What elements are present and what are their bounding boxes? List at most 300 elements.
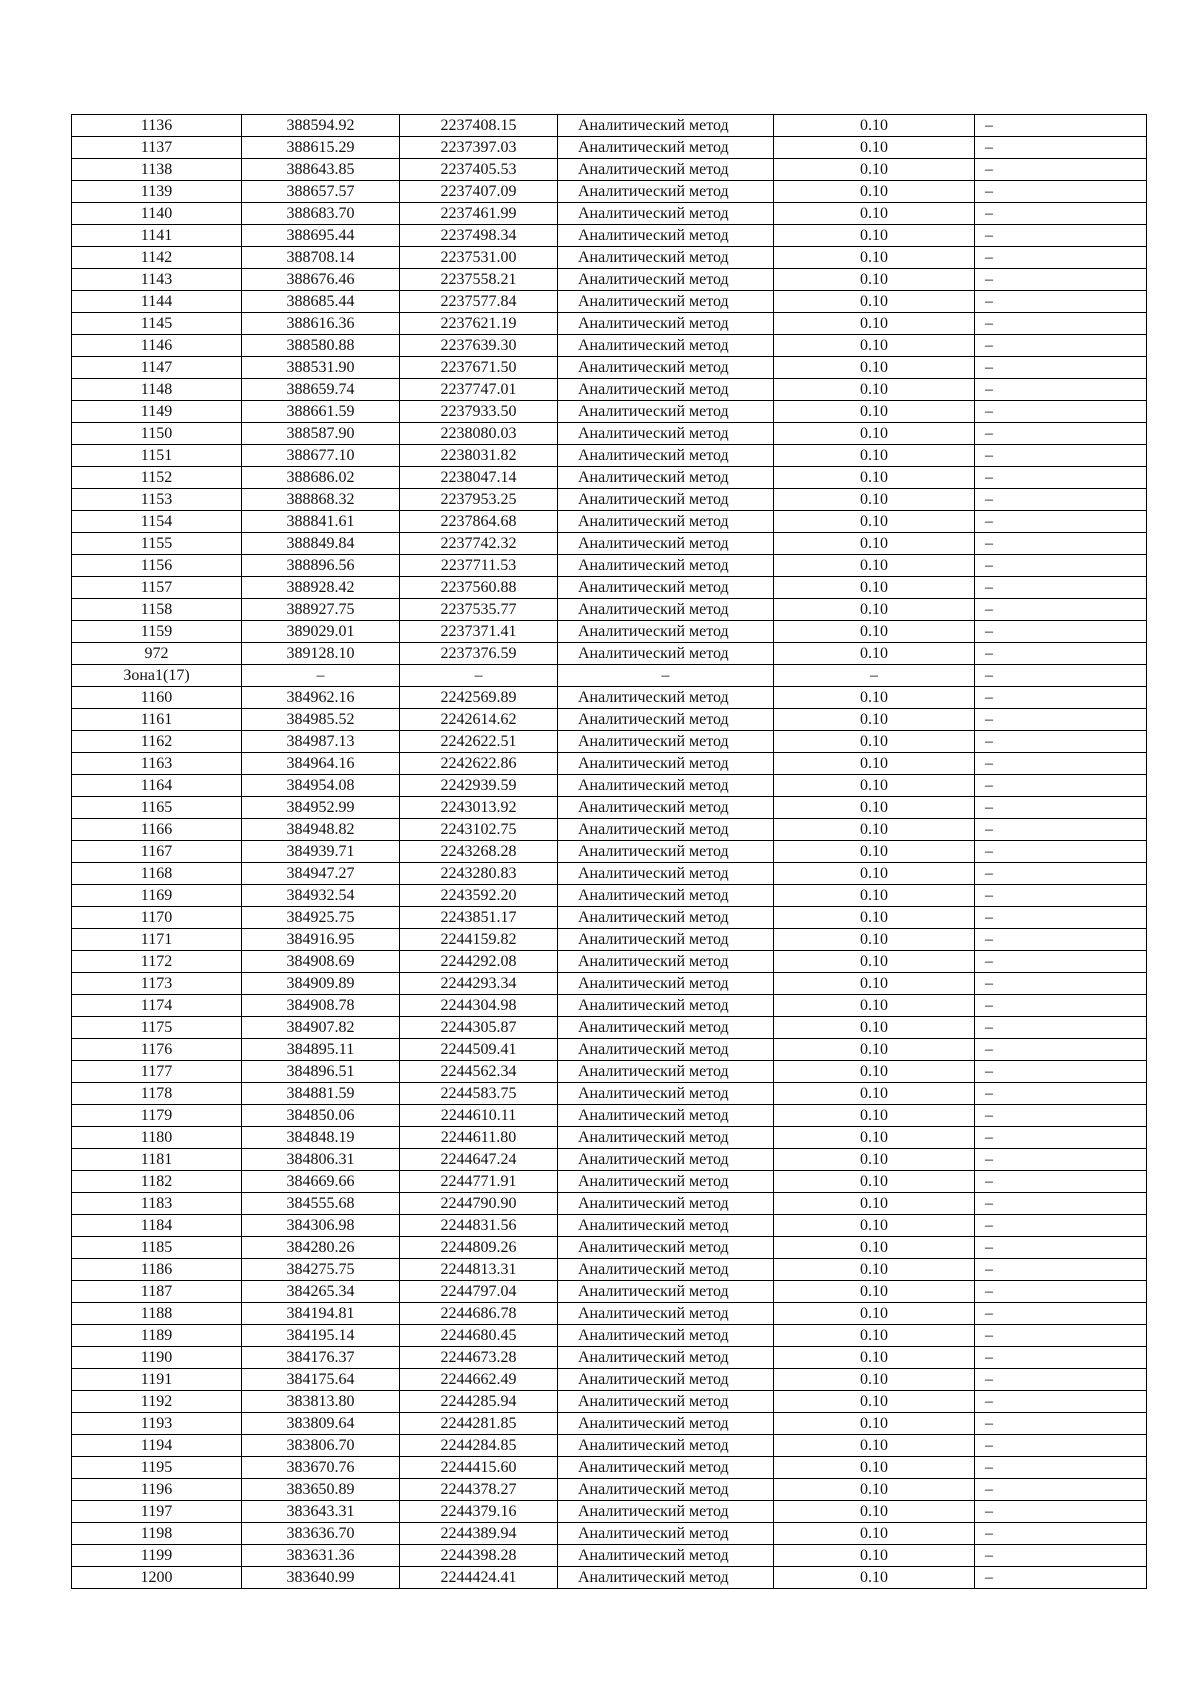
note-cell: – <box>975 445 1147 467</box>
table-row <box>72 1325 1147 1347</box>
table-row <box>72 445 1147 467</box>
x-coordinate-cell: 388695.44 <box>242 225 400 247</box>
note-cell: – <box>975 379 1147 401</box>
y-coordinate-cell: 2244583.75 <box>400 1083 558 1105</box>
y-coordinate-cell: 2244398.28 <box>400 1545 558 1567</box>
accuracy-cell: 0.10 <box>774 951 975 973</box>
table-row <box>72 1457 1147 1479</box>
accuracy-cell: 0.10 <box>774 357 975 379</box>
point-number-cell: 1174 <box>72 995 242 1017</box>
accuracy-cell: 0.10 <box>774 313 975 335</box>
method-cell: Аналитический метод <box>558 1479 774 1501</box>
x-coordinate-cell: 388708.14 <box>242 247 400 269</box>
point-number-cell: 1136 <box>72 115 242 137</box>
note-cell: – <box>975 907 1147 929</box>
table-row <box>72 1303 1147 1325</box>
x-coordinate-cell: 383670.76 <box>242 1457 400 1479</box>
note-cell: – <box>975 1325 1147 1347</box>
table-row <box>72 709 1147 731</box>
note-cell: – <box>975 1523 1147 1545</box>
point-number-cell: 1161 <box>72 709 242 731</box>
table-row <box>72 1215 1147 1237</box>
table-row <box>72 951 1147 973</box>
point-number-cell: 1197 <box>72 1501 242 1523</box>
table-row <box>72 203 1147 225</box>
y-coordinate-cell: 2237376.59 <box>400 643 558 665</box>
point-number-cell: 972 <box>72 643 242 665</box>
accuracy-cell: 0.10 <box>774 511 975 533</box>
x-coordinate-cell: 384306.98 <box>242 1215 400 1237</box>
method-cell: Аналитический метод <box>558 1347 774 1369</box>
accuracy-cell: 0.10 <box>774 203 975 225</box>
y-coordinate-cell: 2244686.78 <box>400 1303 558 1325</box>
point-number-cell: 1156 <box>72 555 242 577</box>
y-coordinate-cell: 2237461.99 <box>400 203 558 225</box>
point-number-cell: 1153 <box>72 489 242 511</box>
y-coordinate-cell: 2238080.03 <box>400 423 558 445</box>
point-number-cell: 1164 <box>72 775 242 797</box>
method-cell: Аналитический метод <box>558 401 774 423</box>
x-coordinate-cell: 384908.69 <box>242 951 400 973</box>
method-cell: Аналитический метод <box>558 489 774 511</box>
accuracy-cell: 0.10 <box>774 225 975 247</box>
accuracy-cell: 0.10 <box>774 1347 975 1369</box>
accuracy-cell: 0.10 <box>774 929 975 951</box>
note-cell: – <box>975 1435 1147 1457</box>
accuracy-cell: 0.10 <box>774 1215 975 1237</box>
point-number-cell: 1188 <box>72 1303 242 1325</box>
coordinates-table <box>71 114 1147 1589</box>
y-coordinate-cell: 2244771.91 <box>400 1171 558 1193</box>
accuracy-cell: 0.10 <box>774 599 975 621</box>
y-coordinate-cell: 2244790.90 <box>400 1193 558 1215</box>
point-number-cell: 1186 <box>72 1259 242 1281</box>
note-cell: – <box>975 819 1147 841</box>
note-cell: – <box>975 577 1147 599</box>
method-cell: Аналитический метод <box>558 1193 774 1215</box>
point-number-cell: 1196 <box>72 1479 242 1501</box>
accuracy-cell: 0.10 <box>774 1017 975 1039</box>
y-coordinate-cell: 2238047.14 <box>400 467 558 489</box>
method-cell: Аналитический метод <box>558 1369 774 1391</box>
note-cell: – <box>975 291 1147 313</box>
y-coordinate-cell: 2237408.15 <box>400 115 558 137</box>
method-cell: Аналитический метод <box>558 687 774 709</box>
accuracy-cell: 0.10 <box>774 1083 975 1105</box>
y-coordinate-cell: 2243013.92 <box>400 797 558 819</box>
accuracy-cell: 0.10 <box>774 1171 975 1193</box>
x-coordinate-cell: 384948.82 <box>242 819 400 841</box>
y-coordinate-cell: 2242614.62 <box>400 709 558 731</box>
accuracy-cell: 0.10 <box>774 181 975 203</box>
method-cell: Аналитический метод <box>558 1061 774 1083</box>
table-row <box>72 621 1147 643</box>
table-row <box>72 863 1147 885</box>
x-coordinate-cell: 388661.59 <box>242 401 400 423</box>
accuracy-cell: 0.10 <box>774 1501 975 1523</box>
x-coordinate-cell: 384555.68 <box>242 1193 400 1215</box>
accuracy-cell: 0.10 <box>774 797 975 819</box>
method-cell: Аналитический метод <box>558 599 774 621</box>
point-number-cell: 1149 <box>72 401 242 423</box>
note-cell: – <box>975 247 1147 269</box>
table-row <box>72 577 1147 599</box>
method-cell: Аналитический метод <box>558 621 774 643</box>
note-cell: – <box>975 489 1147 511</box>
table-row <box>72 555 1147 577</box>
accuracy-cell: 0.10 <box>774 489 975 511</box>
method-cell: Аналитический метод <box>558 819 774 841</box>
point-number-cell: 1162 <box>72 731 242 753</box>
y-coordinate-cell: 2237405.53 <box>400 159 558 181</box>
x-coordinate-cell: 384848.19 <box>242 1127 400 1149</box>
accuracy-cell: 0.10 <box>774 115 975 137</box>
accuracy-cell: 0.10 <box>774 1479 975 1501</box>
table-row <box>72 115 1147 137</box>
y-coordinate-cell: 2244509.41 <box>400 1039 558 1061</box>
method-cell: Аналитический метод <box>558 951 774 973</box>
point-number-cell: 1178 <box>72 1083 242 1105</box>
x-coordinate-cell: 388643.85 <box>242 159 400 181</box>
method-cell: Аналитический метод <box>558 313 774 335</box>
table-row <box>72 995 1147 1017</box>
x-coordinate-cell: 388659.74 <box>242 379 400 401</box>
point-number-cell: 1190 <box>72 1347 242 1369</box>
accuracy-cell: 0.10 <box>774 1369 975 1391</box>
x-coordinate-cell: 384176.37 <box>242 1347 400 1369</box>
table-row <box>72 181 1147 203</box>
y-coordinate-cell: 2237671.50 <box>400 357 558 379</box>
x-coordinate-cell: 383636.70 <box>242 1523 400 1545</box>
table-row <box>72 1391 1147 1413</box>
method-cell: Аналитический метод <box>558 731 774 753</box>
note-cell: – <box>975 357 1147 379</box>
x-coordinate-cell: 383643.31 <box>242 1501 400 1523</box>
method-cell: Аналитический метод <box>558 1523 774 1545</box>
table-row <box>72 533 1147 555</box>
table-row <box>72 929 1147 951</box>
table-row <box>72 841 1147 863</box>
note-cell: – <box>975 1281 1147 1303</box>
accuracy-cell: 0.10 <box>774 1281 975 1303</box>
x-coordinate-cell: 384952.99 <box>242 797 400 819</box>
accuracy-cell: 0.10 <box>774 401 975 423</box>
accuracy-cell: 0.10 <box>774 247 975 269</box>
accuracy-cell: 0.10 <box>774 841 975 863</box>
table-row <box>72 687 1147 709</box>
y-coordinate-cell: 2237371.41 <box>400 621 558 643</box>
note-cell: – <box>975 1061 1147 1083</box>
note-cell: – <box>975 115 1147 137</box>
accuracy-cell: 0.10 <box>774 1523 975 1545</box>
y-coordinate-cell: 2237864.68 <box>400 511 558 533</box>
note-cell: – <box>975 181 1147 203</box>
method-cell: Аналитический метод <box>558 1501 774 1523</box>
y-coordinate-cell: 2244424.41 <box>400 1567 558 1589</box>
point-number-cell: 1171 <box>72 929 242 951</box>
point-number-cell: 1189 <box>72 1325 242 1347</box>
point-number-cell: 1142 <box>72 247 242 269</box>
x-coordinate-cell: 384925.75 <box>242 907 400 929</box>
method-cell: Аналитический метод <box>558 1149 774 1171</box>
x-coordinate-cell: 384907.82 <box>242 1017 400 1039</box>
table-row <box>72 357 1147 379</box>
point-number-cell: 1166 <box>72 819 242 841</box>
table-row <box>72 1369 1147 1391</box>
y-coordinate-cell: – <box>400 665 558 687</box>
note-cell: – <box>975 599 1147 621</box>
table-row <box>72 1523 1147 1545</box>
accuracy-cell: 0.10 <box>774 1039 975 1061</box>
y-coordinate-cell: 2237535.77 <box>400 599 558 621</box>
point-number-cell: 1170 <box>72 907 242 929</box>
method-cell: Аналитический метод <box>558 1017 774 1039</box>
table-row <box>72 1347 1147 1369</box>
x-coordinate-cell: 384275.75 <box>242 1259 400 1281</box>
point-number-cell: 1140 <box>72 203 242 225</box>
note-cell: – <box>975 665 1147 687</box>
accuracy-cell: 0.10 <box>774 1325 975 1347</box>
x-coordinate-cell: 384850.06 <box>242 1105 400 1127</box>
note-cell: – <box>975 797 1147 819</box>
point-number-cell: 1148 <box>72 379 242 401</box>
y-coordinate-cell: 2237560.88 <box>400 577 558 599</box>
x-coordinate-cell: 388676.46 <box>242 269 400 291</box>
y-coordinate-cell: 2244415.60 <box>400 1457 558 1479</box>
note-cell: – <box>975 753 1147 775</box>
accuracy-cell: 0.10 <box>774 379 975 401</box>
point-number-cell: 1167 <box>72 841 242 863</box>
x-coordinate-cell: 388927.75 <box>242 599 400 621</box>
x-coordinate-cell: 384806.31 <box>242 1149 400 1171</box>
point-number-cell: 1145 <box>72 313 242 335</box>
note-cell: – <box>975 555 1147 577</box>
table-row <box>72 291 1147 313</box>
x-coordinate-cell: 388587.90 <box>242 423 400 445</box>
accuracy-cell: 0.10 <box>774 731 975 753</box>
point-number-cell: 1155 <box>72 533 242 555</box>
point-number-cell: 1159 <box>72 621 242 643</box>
x-coordinate-cell: 383640.99 <box>242 1567 400 1589</box>
accuracy-cell: 0.10 <box>774 687 975 709</box>
table-row <box>72 775 1147 797</box>
x-coordinate-cell: 388849.84 <box>242 533 400 555</box>
accuracy-cell: 0.10 <box>774 1303 975 1325</box>
x-coordinate-cell: 383631.36 <box>242 1545 400 1567</box>
note-cell: – <box>975 863 1147 885</box>
point-number-cell: 1154 <box>72 511 242 533</box>
point-number-cell: 1152 <box>72 467 242 489</box>
accuracy-cell: 0.10 <box>774 753 975 775</box>
note-cell: – <box>975 1149 1147 1171</box>
table-row <box>72 797 1147 819</box>
accuracy-cell: 0.10 <box>774 1567 975 1589</box>
accuracy-cell: 0.10 <box>774 445 975 467</box>
y-coordinate-cell: 2237747.01 <box>400 379 558 401</box>
accuracy-cell: 0.10 <box>774 335 975 357</box>
table-row <box>72 401 1147 423</box>
method-cell: Аналитический метод <box>558 159 774 181</box>
accuracy-cell: 0.10 <box>774 1259 975 1281</box>
table-row <box>72 511 1147 533</box>
note-cell: – <box>975 775 1147 797</box>
method-cell: Аналитический метод <box>558 445 774 467</box>
method-cell: Аналитический метод <box>558 929 774 951</box>
method-cell: Аналитический метод <box>558 1105 774 1127</box>
x-coordinate-cell: 384881.59 <box>242 1083 400 1105</box>
x-coordinate-cell: 384194.81 <box>242 1303 400 1325</box>
note-cell: – <box>975 1545 1147 1567</box>
x-coordinate-cell: 384947.27 <box>242 863 400 885</box>
x-coordinate-cell: 384896.51 <box>242 1061 400 1083</box>
note-cell: – <box>975 1215 1147 1237</box>
x-coordinate-cell: 388615.29 <box>242 137 400 159</box>
point-number-cell: Зона1(17) <box>72 665 242 687</box>
table-row <box>72 489 1147 511</box>
note-cell: – <box>975 159 1147 181</box>
accuracy-cell: 0.10 <box>774 291 975 313</box>
note-cell: – <box>975 1171 1147 1193</box>
x-coordinate-cell: 384195.14 <box>242 1325 400 1347</box>
note-cell: – <box>975 1413 1147 1435</box>
note-cell: – <box>975 335 1147 357</box>
y-coordinate-cell: 2244797.04 <box>400 1281 558 1303</box>
table-row <box>72 379 1147 401</box>
y-coordinate-cell: 2244562.34 <box>400 1061 558 1083</box>
table-row <box>72 599 1147 621</box>
point-number-cell: 1184 <box>72 1215 242 1237</box>
x-coordinate-cell: 384939.71 <box>242 841 400 863</box>
accuracy-cell: 0.10 <box>774 1193 975 1215</box>
x-coordinate-cell: 384280.26 <box>242 1237 400 1259</box>
y-coordinate-cell: 2242622.86 <box>400 753 558 775</box>
note-cell: – <box>975 1237 1147 1259</box>
y-coordinate-cell: 2244610.11 <box>400 1105 558 1127</box>
accuracy-cell: 0.10 <box>774 709 975 731</box>
y-coordinate-cell: 2243280.83 <box>400 863 558 885</box>
x-coordinate-cell: 388896.56 <box>242 555 400 577</box>
y-coordinate-cell: 2237711.53 <box>400 555 558 577</box>
y-coordinate-cell: 2244293.34 <box>400 973 558 995</box>
point-number-cell: 1175 <box>72 1017 242 1039</box>
method-cell: Аналитический метод <box>558 577 774 599</box>
note-cell: – <box>975 841 1147 863</box>
table-row <box>72 665 1147 687</box>
method-cell: Аналитический метод <box>558 357 774 379</box>
table-row <box>72 159 1147 181</box>
accuracy-cell: 0.10 <box>774 1105 975 1127</box>
table-row <box>72 335 1147 357</box>
y-coordinate-cell: 2242569.89 <box>400 687 558 709</box>
table-row <box>72 1017 1147 1039</box>
note-cell: – <box>975 643 1147 665</box>
method-cell: Аналитический метод <box>558 973 774 995</box>
point-number-cell: 1194 <box>72 1435 242 1457</box>
note-cell: – <box>975 973 1147 995</box>
y-coordinate-cell: 2243268.28 <box>400 841 558 863</box>
point-number-cell: 1176 <box>72 1039 242 1061</box>
y-coordinate-cell: 2244809.26 <box>400 1237 558 1259</box>
point-number-cell: 1144 <box>72 291 242 313</box>
y-coordinate-cell: 2244281.85 <box>400 1413 558 1435</box>
accuracy-cell: 0.10 <box>774 863 975 885</box>
accuracy-cell: 0.10 <box>774 1435 975 1457</box>
point-number-cell: 1141 <box>72 225 242 247</box>
method-cell: Аналитический метод <box>558 841 774 863</box>
method-cell: Аналитический метод <box>558 1325 774 1347</box>
method-cell: Аналитический метод <box>558 1171 774 1193</box>
y-coordinate-cell: 2237498.34 <box>400 225 558 247</box>
note-cell: – <box>975 995 1147 1017</box>
y-coordinate-cell: 2243851.17 <box>400 907 558 929</box>
accuracy-cell: 0.10 <box>774 643 975 665</box>
accuracy-cell: 0.10 <box>774 1457 975 1479</box>
note-cell: – <box>975 313 1147 335</box>
table-row <box>72 1237 1147 1259</box>
table-row <box>72 467 1147 489</box>
y-coordinate-cell: 2244159.82 <box>400 929 558 951</box>
table-row <box>72 1149 1147 1171</box>
y-coordinate-cell: 2237933.50 <box>400 401 558 423</box>
method-cell: Аналитический метод <box>558 269 774 291</box>
table-row <box>72 1501 1147 1523</box>
accuracy-cell: 0.10 <box>774 423 975 445</box>
x-coordinate-cell: 388616.36 <box>242 313 400 335</box>
x-coordinate-cell: 388657.57 <box>242 181 400 203</box>
table-body <box>72 115 1147 1589</box>
point-number-cell: 1169 <box>72 885 242 907</box>
method-cell: Аналитический метод <box>558 753 774 775</box>
accuracy-cell: 0.10 <box>774 1149 975 1171</box>
table-row <box>72 423 1147 445</box>
x-coordinate-cell: 383650.89 <box>242 1479 400 1501</box>
y-coordinate-cell: 2244379.16 <box>400 1501 558 1523</box>
point-number-cell: 1185 <box>72 1237 242 1259</box>
x-coordinate-cell: 384908.78 <box>242 995 400 1017</box>
x-coordinate-cell: 388594.92 <box>242 115 400 137</box>
table-row <box>72 1567 1147 1589</box>
y-coordinate-cell: 2244285.94 <box>400 1391 558 1413</box>
point-number-cell: 1143 <box>72 269 242 291</box>
y-coordinate-cell: 2237407.09 <box>400 181 558 203</box>
y-coordinate-cell: 2244305.87 <box>400 1017 558 1039</box>
point-number-cell: 1139 <box>72 181 242 203</box>
note-cell: – <box>975 731 1147 753</box>
point-number-cell: 1147 <box>72 357 242 379</box>
point-number-cell: 1168 <box>72 863 242 885</box>
table-row <box>72 313 1147 335</box>
point-number-cell: 1146 <box>72 335 242 357</box>
note-cell: – <box>975 1457 1147 1479</box>
point-number-cell: 1163 <box>72 753 242 775</box>
y-coordinate-cell: 2238031.82 <box>400 445 558 467</box>
method-cell: Аналитический метод <box>558 181 774 203</box>
table-row <box>72 1545 1147 1567</box>
table-row <box>72 269 1147 291</box>
accuracy-cell: 0.10 <box>774 973 975 995</box>
table-row <box>72 1479 1147 1501</box>
x-coordinate-cell: 384909.89 <box>242 973 400 995</box>
x-coordinate-cell: 384964.16 <box>242 753 400 775</box>
method-cell: Аналитический метод <box>558 643 774 665</box>
note-cell: – <box>975 1083 1147 1105</box>
x-coordinate-cell: 388531.90 <box>242 357 400 379</box>
point-number-cell: 1191 <box>72 1369 242 1391</box>
point-number-cell: 1137 <box>72 137 242 159</box>
table-row <box>72 885 1147 907</box>
y-coordinate-cell: 2244378.27 <box>400 1479 558 1501</box>
point-number-cell: 1158 <box>72 599 242 621</box>
